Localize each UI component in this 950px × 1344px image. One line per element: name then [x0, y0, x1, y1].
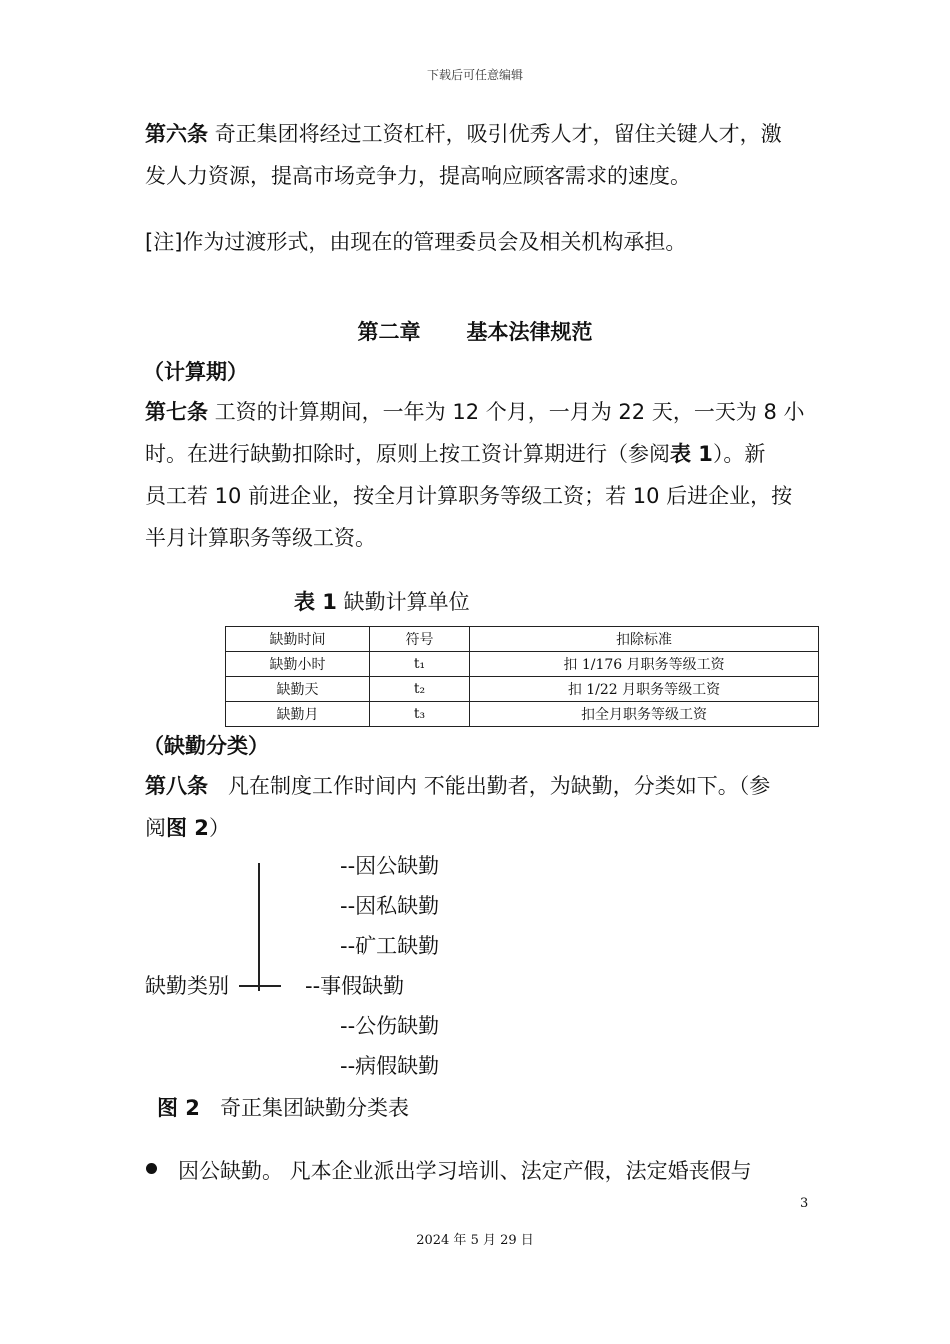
table-header-cell: 扣除标准: [470, 627, 819, 652]
article-6-label: 第六条: [145, 122, 208, 146]
diagram-branch: --公伤缺勤: [340, 1014, 440, 1038]
table-cell: 缺勤月: [226, 702, 370, 727]
article-7-line-3: 员工若 10 前进企业，按全月计算职务等级工资；若 10 后进企业，按: [145, 484, 793, 508]
table-row: [226, 702, 819, 727]
section-absence-heading: （缺勤分类）: [143, 734, 269, 758]
note: [注]作为过渡形式，由现在的管理委员会及相关机构承担。: [145, 230, 687, 254]
diagram-branch: --病假缺勤: [340, 1054, 440, 1078]
table-cell: t₂: [370, 677, 470, 702]
table-header-cell: 符号: [370, 627, 470, 652]
chapter-name: 基本法律规范: [466, 320, 593, 344]
table-header-cell: 缺勤时间: [226, 627, 370, 652]
table-cell: 缺勤小时: [226, 652, 370, 677]
article-8-text-2a: 阅: [145, 816, 166, 840]
table-1-caption-text: 缺勤计算单位: [343, 590, 470, 614]
diagram-connector-line: [239, 985, 281, 987]
diagram-branch: --事假缺勤: [305, 974, 405, 998]
table-cell: t₃: [370, 702, 470, 727]
table-cell: 扣 1/22 月职务等级工资: [470, 677, 819, 702]
diagram-branch: --因私缺勤: [340, 894, 440, 918]
article-8-line-1: [145, 770, 770, 800]
diagram-root: 缺勤类别: [145, 974, 229, 998]
diagram-vertical-line: [258, 863, 260, 991]
chapter-number: 第二章: [357, 320, 421, 344]
diagram-branch: --矿工缺勤: [340, 934, 440, 958]
table-row: [226, 677, 819, 702]
article-7-text-2a: 时。在进行缺勤扣除时，原则上按工资计算期进行（参阅: [145, 442, 670, 466]
page-header: 下载后可任意编辑: [426, 68, 523, 82]
article-7-line-2: [145, 438, 765, 468]
article-6-line-2: 发人力资源，提高市场竞争力，提高响应顾客需求的速度。: [145, 164, 691, 188]
diagram-branch: --因公缺勤: [340, 854, 440, 878]
table-1-caption-label: 表 1: [294, 590, 337, 614]
table-cell: 扣 1/176 月职务等级工资: [470, 652, 819, 677]
article-7-text-2c: ）。新: [712, 442, 766, 466]
chapter-title: [0, 316, 950, 346]
article-8-text-2c: ）: [208, 816, 230, 840]
figure-2-caption-text: 奇正集团缺勤分类表: [219, 1096, 409, 1120]
article-7-text-1: 工资的计算期间，一年为 12 个月，一月为 22 天，一天为 8 小: [214, 400, 805, 424]
table-cell: t₁: [370, 652, 470, 677]
page-number: 3: [800, 1196, 809, 1211]
article-6-line-1: [145, 118, 782, 148]
figure-2-caption: [157, 1092, 409, 1122]
article-7-label: 第七条: [145, 400, 208, 424]
table-row: [226, 652, 819, 677]
table-cell: 扣全月职务等级工资: [470, 702, 819, 727]
article-6-text-1: 奇正集团将经过工资杠杆，吸引优秀人才，留住关键人才，激: [214, 122, 782, 146]
article-7-line-1: [145, 396, 805, 426]
section-period-heading: （计算期）: [143, 360, 248, 384]
bullet-item: 因公缺勤。 凡本企业派出学习培训、法定产假，法定婚丧假与: [178, 1159, 752, 1183]
absence-calculation-table: [225, 626, 819, 727]
bullet-dot-icon: [146, 1163, 157, 1174]
figure-2-reference: 图 2: [166, 816, 209, 840]
table-cell: 缺勤天: [226, 677, 370, 702]
figure-2-label: 图 2: [157, 1096, 200, 1120]
table-1-reference: 表 1: [670, 442, 713, 466]
article-8-label: 第八条: [145, 774, 208, 798]
table-1-caption: [294, 586, 470, 616]
table-header-row: [226, 627, 819, 652]
article-8-text-1: 凡在制度工作时间内 不能出勤者，为缺勤，分类如下。（参: [228, 774, 771, 798]
article-8-line-2: [145, 812, 230, 842]
article-7-line-4: 半月计算职务等级工资。: [145, 526, 376, 550]
footer-date: 2024 年 5 月 29 日: [416, 1233, 534, 1248]
